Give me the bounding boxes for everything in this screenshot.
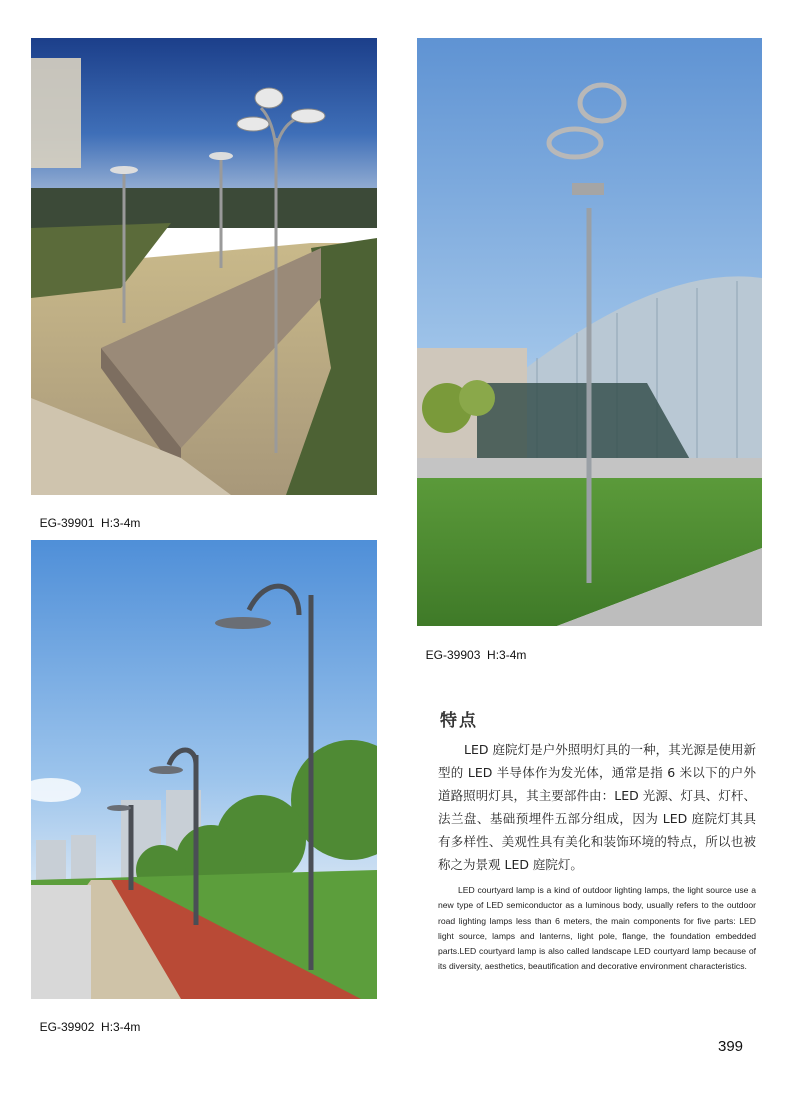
product-photo-eg-39901 xyxy=(31,38,377,495)
product-caption-eg-39902 xyxy=(33,1006,140,1034)
features-title: 特点 xyxy=(440,711,478,731)
product-caption-eg-39901 xyxy=(33,502,140,530)
features-english-text: LED courtyard lamp is a kind of outdoor lighting lamps, the light source use a new type of LED semiconductor as a luminous body, usually refers to the outdoor road lighting lamps less than 6 meters, the main components for five parts: LED light source, lamps and lanterns, light pole, flange, the foundation embedded parts.LED courtyard lamp is also called landscape LED courtyard lamp because of its diversity, aesthetics, beautification and decorative environment characteristics. xyxy=(438,885,756,972)
product-code: EG-39901 xyxy=(39,516,95,530)
product-code: EG-39903 xyxy=(425,648,481,662)
page-number: 399 xyxy=(718,1038,744,1055)
product-caption-eg-39903 xyxy=(419,634,526,662)
product-photo-eg-39902 xyxy=(31,540,377,999)
features-chinese-text: LED 庭院灯是户外照明灯具的一种，其光源是使用新型的 LED 半导体作为发光体，通常是指 6 米以下的户外道路照明灯具，其主要部件由：LED 光源、灯具、灯杆、法兰盘、基础预埋件五部分组成，因为 LED 庭院灯其具有多样性、美观性具有美化和装饰环境的特点，所以也被称之为景观 LED 庭院灯。 xyxy=(438,742,756,872)
product-code: EG-39902 xyxy=(39,1020,95,1034)
product-photo-eg-39903 xyxy=(417,38,762,626)
product-height: H:3-4m xyxy=(101,516,141,530)
product-height: H:3-4m xyxy=(487,648,527,662)
product-height: H:3-4m xyxy=(101,1020,141,1034)
